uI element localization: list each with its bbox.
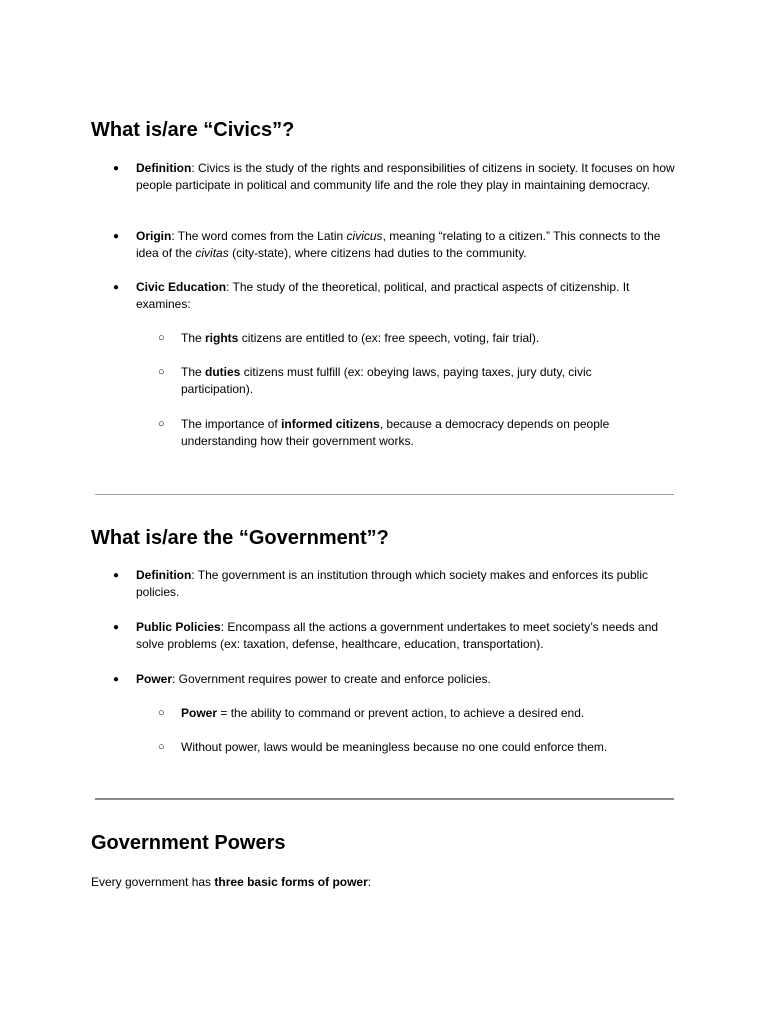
term-informed-citizens: informed citizens xyxy=(281,417,380,431)
power-def-post: = the ability to command or prevent action, to achieve a desired end. xyxy=(217,706,585,720)
duties-pre: The xyxy=(181,365,206,379)
power-text: : Government requires power to create and enforce policies. xyxy=(172,672,491,686)
heading-government-powers: Government Powers xyxy=(91,832,286,854)
sublist-item-power-definition xyxy=(181,705,661,722)
term-gov-definition: Definition xyxy=(136,568,192,582)
bullet-icon: ● xyxy=(113,570,120,581)
sublist-item-rights xyxy=(181,330,661,347)
intro-bold: three basic forms of power xyxy=(214,875,368,889)
civic-education-text: : The study of the theoretical, political, and practical aspects of citizenship. It examines: xyxy=(136,280,630,311)
bullet-icon: ● xyxy=(113,231,120,242)
origin-text-3: (city-state), where citizens had duties to the community. xyxy=(228,246,527,260)
bullet-icon: ● xyxy=(113,622,120,633)
definition-text: : Civics is the study of the rights and responsibilities of citizens in society. It focuses on how people participate in political and community life and the role they play in maintaining democracy. xyxy=(136,161,675,192)
origin-italic-civitas: civitas xyxy=(195,246,229,260)
list-item-public-policies xyxy=(136,619,676,653)
hollow-bullet-icon: ○ xyxy=(158,366,165,378)
sublist-item-informed-citizens xyxy=(181,416,661,450)
rights-post: citizens are entitled to (ex: free speech, voting, fair trial). xyxy=(238,331,540,345)
heading-government: What is/are the “Government”? xyxy=(91,527,389,549)
hollow-bullet-icon: ○ xyxy=(158,418,165,430)
bullet-icon: ● xyxy=(113,674,120,685)
horizontal-divider xyxy=(95,798,674,800)
sublist-item-without-power: Without power, laws would be meaningless because no one could enforce them. xyxy=(181,740,608,754)
horizontal-divider xyxy=(95,494,674,495)
term-rights: rights xyxy=(205,331,239,345)
sublist-item-duties xyxy=(181,364,661,398)
rights-pre: The xyxy=(181,331,206,345)
term-public-policies: Public Policies xyxy=(136,620,221,634)
term-civic-education: Civic Education xyxy=(136,280,227,294)
gov-definition-text: : The government is an institution through which society makes and enforces its public policies. xyxy=(136,568,649,599)
hollow-bullet-icon: ○ xyxy=(158,741,165,753)
list-item-gov-definition xyxy=(136,567,676,601)
hollow-bullet-icon: ○ xyxy=(158,332,165,344)
list-item-civic-education xyxy=(136,279,676,313)
heading-civics: What is/are “Civics”? xyxy=(91,119,295,141)
term-power-bold: Power xyxy=(181,706,218,720)
list-item-power xyxy=(136,671,676,688)
list-item-definition xyxy=(136,160,676,194)
intro-pre: Every government has xyxy=(91,875,215,889)
duties-post: citizens must fulfill (ex: obeying laws, paying taxes, jury duty, civic participation). xyxy=(181,365,592,396)
hollow-bullet-icon: ○ xyxy=(158,707,165,719)
informed-pre: The importance of xyxy=(181,417,282,431)
origin-italic-civicus: civicus xyxy=(346,229,383,243)
public-policies-text: : Encompass all the actions a government undertakes to meet society’s needs and solve problems (ex: taxation, defense, healthcare, education, transportation). xyxy=(136,620,659,651)
origin-text-1: : The word comes from the Latin xyxy=(171,229,347,243)
term-definition: Definition xyxy=(136,161,192,175)
informed-post: , because a democracy depends on people understanding how their government works. xyxy=(181,417,610,448)
bullet-icon: ● xyxy=(113,163,120,174)
origin-text-2: , meaning “relating to a citizen.” This connects to the idea of the xyxy=(136,229,661,260)
bullet-icon: ● xyxy=(113,282,120,293)
paragraph-intro xyxy=(91,874,371,891)
term-duties: duties xyxy=(205,365,241,379)
intro-post: : xyxy=(367,875,372,889)
term-power: Power xyxy=(136,672,173,686)
term-origin: Origin xyxy=(136,229,172,243)
list-item-origin xyxy=(136,228,676,262)
